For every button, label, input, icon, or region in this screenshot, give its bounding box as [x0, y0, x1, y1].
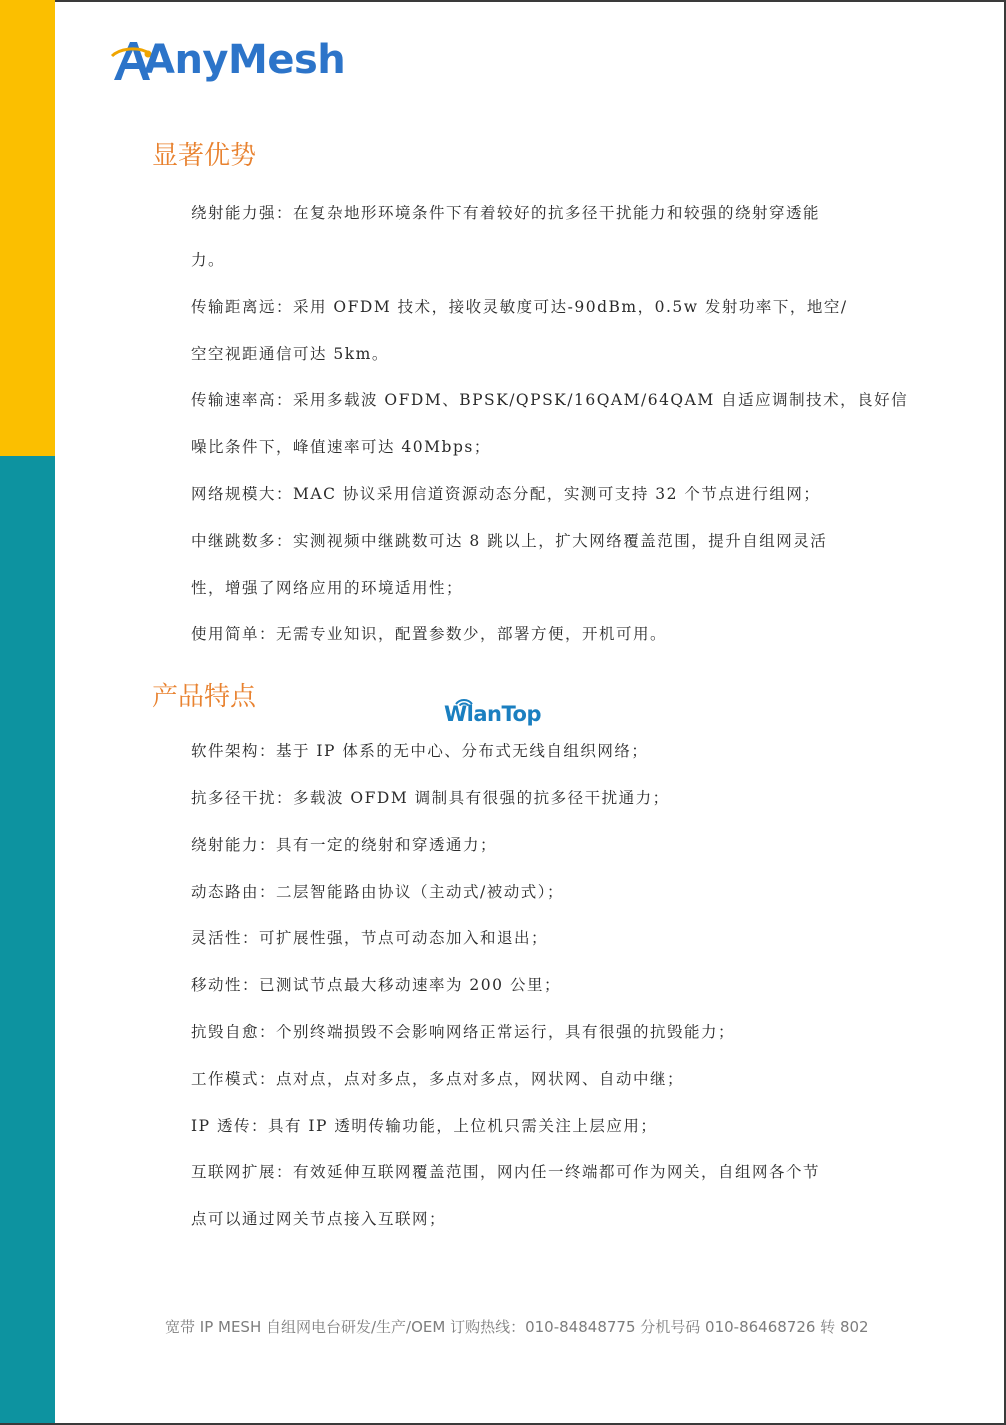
feature-line: 软件架构：基于 IP 体系的无中心、分布式无线自组织网络； — [191, 742, 649, 760]
section-title-features: 产品特点 — [152, 682, 257, 712]
side-band-teal — [0, 456, 55, 1425]
watermark-text: WlanTop — [444, 702, 541, 726]
advantage-line: 力。 — [191, 251, 226, 269]
advantage-line: 噪比条件下，峰值速率可达 40Mbps； — [191, 438, 491, 456]
feature-line: 工作模式：点对点，点对多点，多点对多点，网状网、自动中继； — [191, 1070, 685, 1088]
feature-line: 抗毁自愈：个别终端损毁不会影响网络正常运行，具有很强的抗毁能力； — [191, 1023, 736, 1041]
feature-line: 点可以通过网关节点接入互联网； — [191, 1210, 447, 1228]
advantage-line: 传输距离远：采用 OFDM 技术，接收灵敏度可达-90dBm，0.5w 发射功率下，地空/ — [191, 298, 848, 316]
advantage-line: 传输速率高：采用多载波 OFDM、BPSK/QPSK/16QAM/64QAM 自适应调制技术，良好信 — [191, 391, 909, 409]
side-band-yellow — [0, 0, 55, 456]
advantage-line: 绕射能力强：在复杂地形环境条件下有着较好的抗多径干扰能力和较强的绕射穿透能 — [191, 204, 821, 222]
advantage-line: 网络规模大：MAC 协议采用信道资源动态分配，实测可支持 32 个节点进行组网； — [191, 485, 821, 503]
anymesh-logo — [110, 30, 345, 90]
advantage-line: 空空视距通信可达 5km。 — [191, 345, 389, 363]
feature-line: 互联网扩展：有效延伸互联网覆盖范围，网内任一终端都可作为网关，自组网各个节 — [191, 1163, 821, 1181]
advantage-line: 中继跳数多：实测视频中继跳数可达 8 跳以上，扩大网络覆盖范围，提升自组网灵活 — [191, 532, 828, 550]
feature-line: IP 透传：具有 IP 透明传输功能，上位机只需关注上层应用； — [191, 1117, 658, 1135]
feature-line: 灵活性：可扩展性强，节点可动态加入和退出； — [191, 929, 549, 947]
advantage-line: 使用简单：无需专业知识，配置参数少，部署方便，开机可用。 — [191, 625, 668, 643]
section-title-advantages: 显著优势 — [152, 141, 257, 171]
wlantop-watermark — [444, 694, 554, 730]
advantage-line: 性，增强了网络应用的环境适用性； — [191, 579, 464, 597]
feature-line: 绕射能力：具有一定的绕射和穿透通力； — [191, 836, 498, 854]
logo-text: AnyMesh — [144, 37, 346, 83]
footer-hotline: 宽带 IP MESH 自组网电台研发/生产/OEM 订购热线：010-84848775 分机号码 010-86468726 转 802 — [165, 1318, 869, 1336]
feature-line: 抗多径干扰：多载波 OFDM 调制具有很强的抗多径干扰通力； — [191, 789, 670, 807]
feature-line: 动态路由：二层智能路由协议（主动式/被动式）； — [191, 883, 564, 901]
page-border-top — [55, 0, 1006, 2]
feature-line: 移动性：已测试节点最大移动速率为 200 公里； — [191, 976, 561, 994]
